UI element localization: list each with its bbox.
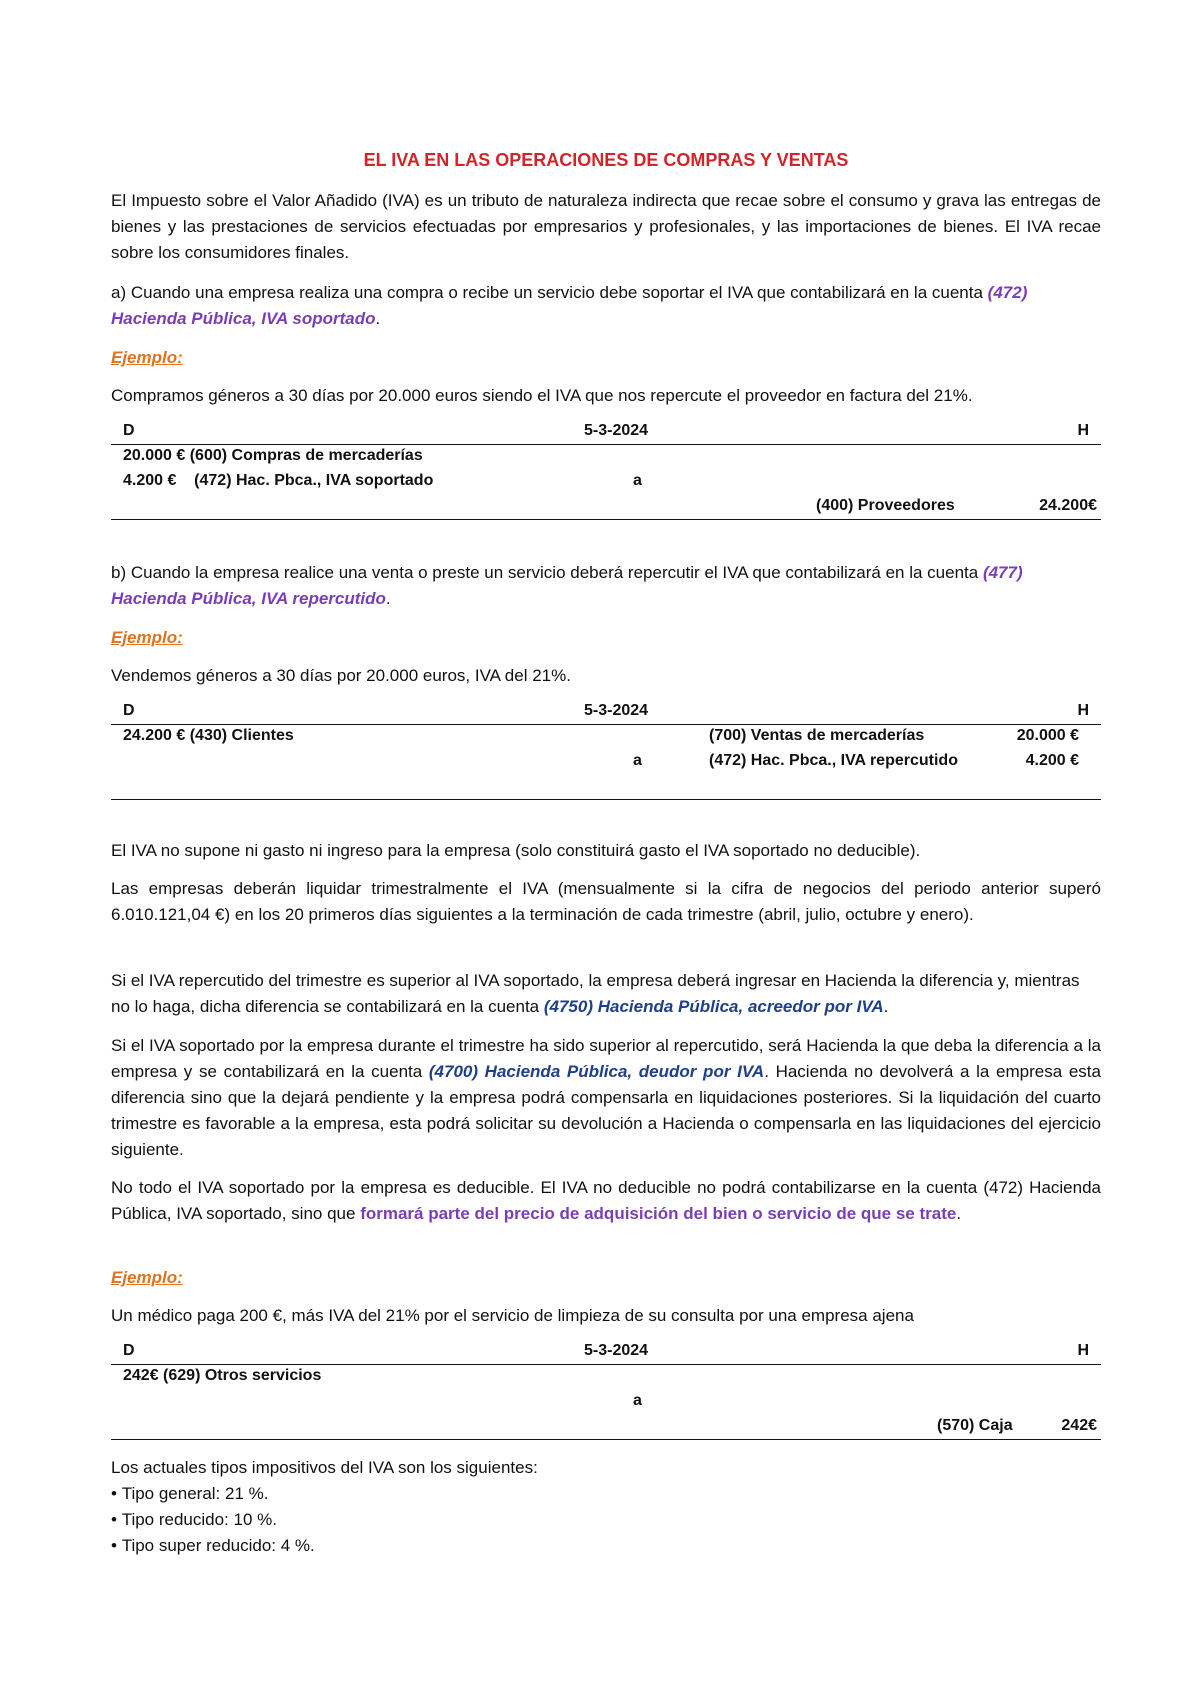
no-deducible-end: . (956, 1204, 962, 1223)
example-b-label (111, 625, 1101, 651)
journal-entry-b (111, 702, 1101, 800)
credit-account: (570) Caja (937, 1417, 1013, 1434)
example-label: Ejemplo: (111, 1268, 183, 1287)
no-deducible-highlight: formará parte del precio de adquisición del bien o servicio de que se trate (360, 1204, 957, 1223)
credit-amount: 24.200€ (1039, 497, 1097, 514)
example-c-label (111, 1265, 1101, 1291)
entry-header (111, 702, 1101, 725)
section-b-text: b) Cuando la empresa realice una venta o preste un servicio deberá repercutir el IVA que contabilizará en la cuenta (111, 563, 979, 582)
credit-amount: 20.000 € (1016, 727, 1079, 744)
entry-date: 5-3-2024 (584, 422, 649, 439)
page-title: EL IVA EN LAS OPERACIONES DE COMPRAS Y VENTAS (363, 150, 849, 170)
credit-account: (700) Ventas de mercaderías (709, 727, 925, 744)
deudor-paragraph (111, 1033, 1101, 1163)
example-b-text: Vendemos géneros a 30 días por 20.000 euros, IVA del 21%. (111, 666, 571, 685)
credit-amount: 242€ (1061, 1417, 1097, 1434)
deudor-text-2: . Hacienda no devolverá a la empresa esta diferencia sino que la dejará pendiente y la empresa podrá compensarla en liquidaciones posteriores. Si la liquidación del cuarto trimestre es favorable a la empresa, esta podrá solicitar su devolución a Hacienda o compensarla en las liquidaciones del ejercicio siguiente. (111, 1062, 1101, 1159)
account-4700: (4700) Hacienda Pública, deudor por IVA (428, 1062, 765, 1081)
rates-list (111, 1481, 1101, 1559)
debit-line: 20.000 € (600) Compras de mercaderías (123, 447, 423, 464)
acreedor-text: Si el IVA repercutido del trimestre es superior al IVA soportado, la empresa deberá ingresar en Hacienda la diferencia y, mientras no lo haga, dicha diferencia se contabilizará en la cuenta (111, 971, 1080, 1016)
example-label: Ejemplo: (111, 348, 183, 367)
entry-b-connector: a (633, 752, 642, 769)
list-item: • Tipo general: 21 %. (111, 1481, 1101, 1507)
entry-body (111, 1365, 1101, 1440)
deudor-text-1: Si el IVA soportado por la empresa durante el trimestre ha sido superior al repercutido, será Hacienda la que deba la diferencia a la empresa y se contabilizará en la cuenta (111, 1036, 1101, 1081)
section-a-paragraph (111, 280, 1101, 332)
liquidar-paragraph: Las empresas deberán liquidar trimestralmente el IVA (mensualmente si la cifra de negocios del periodo anterior superó 6.010.121,04 €) en los 20 primeros días siguientes a la terminación de cada trimestre (abril, julio, octubre y enero). (111, 879, 1101, 924)
debit-line: 24.200 € (430) Clientes (123, 727, 294, 744)
example-c-text: Un médico paga 200 €, más IVA del 21% por el servicio de limpieza de su consulta por una empresa ajena (111, 1306, 914, 1325)
debit-line: 4.200 € (472) Hac. Pbca., IVA soportado (123, 472, 434, 489)
acreedor-end: . (883, 997, 889, 1016)
list-item: • Tipo reducido: 10 %. (111, 1507, 1101, 1533)
account-4750: (4750) Hacienda Pública, acreedor por IVA (543, 997, 884, 1016)
section-a-end: . (375, 309, 381, 328)
entry-header (111, 422, 1101, 445)
acreedor-paragraph (111, 968, 1101, 1020)
credit-account: (472) Hac. Pbca., IVA repercutido (709, 752, 958, 769)
credit-label: H (1077, 422, 1089, 439)
section-a-text: a) Cuando una empresa realiza una compra o recibe un servicio debe soportar el IVA que contabilizará en la cuenta (111, 283, 983, 302)
debit-line: 242€ (629) Otros servicios (123, 1367, 322, 1384)
entry-date: 5-3-2024 (584, 702, 649, 719)
entry-c-connector: a (633, 1392, 642, 1409)
credit-label: H (1077, 702, 1089, 719)
rates-intro: Los actuales tipos impositivos del IVA son los siguientes: (111, 1458, 538, 1477)
entry-date: 5-3-2024 (584, 1342, 649, 1359)
debit-label: D (123, 1342, 135, 1359)
credit-label: H (1077, 1342, 1089, 1359)
example-a-label (111, 345, 1101, 371)
debit-label: D (123, 422, 135, 439)
entry-body (111, 445, 1101, 520)
list-item: • Tipo super reducido: 4 %. (111, 1533, 1101, 1559)
example-label: Ejemplo: (111, 628, 183, 647)
intro-paragraph: El Impuesto sobre el Valor Añadido (IVA) es un tributo de naturaleza indirecta que recae sobre el consumo y grava las entregas de bienes y las prestaciones de servicios efectuadas por empresarios y profesionales, y las importaciones de bienes. El IVA recae sobre los consumidores finales. (111, 191, 1101, 262)
debit-label: D (123, 702, 135, 719)
entry-body (111, 725, 1101, 800)
credit-amount: 4.200 € (1025, 752, 1079, 769)
credit-account: (400) Proveedores (816, 497, 955, 514)
account-472: (472) Hacienda Pública, IVA soportado (111, 283, 1028, 328)
no-deducible-text: No todo el IVA soportado por la empresa es deducible. El IVA no deducible no podrá contabilizarse en la cuenta (472) Hacienda Pública, IVA soportado, sino que (111, 1178, 1101, 1223)
entry-a-connector: a (633, 472, 642, 489)
section-b-end: . (385, 589, 391, 608)
no-gasto-paragraph: El IVA no supone ni gasto ni ingreso para la empresa (solo constituirá gasto el IVA soportado no deducible). (111, 841, 921, 860)
section-b-paragraph (111, 560, 1101, 612)
entry-header (111, 1342, 1101, 1365)
journal-entry-a (111, 422, 1101, 520)
journal-entry-c (111, 1342, 1101, 1440)
account-477: (477) Hacienda Pública, IVA repercutido (111, 563, 1023, 608)
example-a-text: Compramos géneros a 30 días por 20.000 euros siendo el IVA que nos repercute el proveedor en factura del 21%. (111, 386, 973, 405)
no-deducible-paragraph (111, 1175, 1101, 1227)
